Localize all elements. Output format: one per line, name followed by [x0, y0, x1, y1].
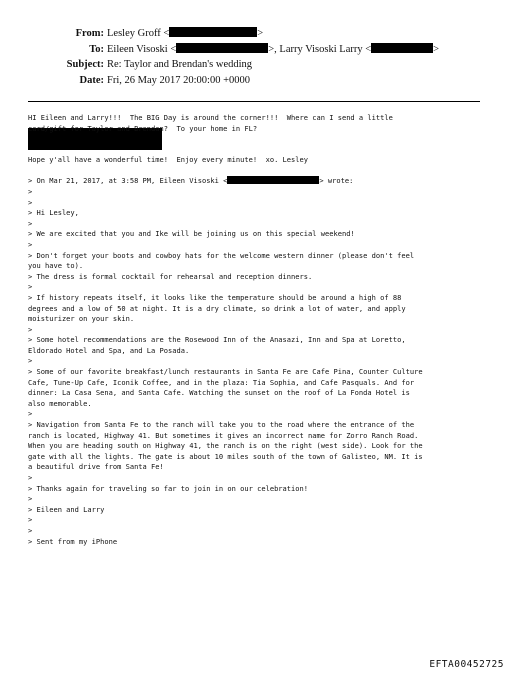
quoted-line: gate with all the lights. The gate is about 10 miles south of the town of Galisteo, NM. It is: [28, 451, 423, 461]
quoted-line: dinner: La Casa Sena, and Santa Cafe. Watching the sunset on the roof of La Fonda Hotel is: [28, 388, 410, 398]
quote-header: [28, 176, 480, 187]
quoted-line: > Navigation from Santa Fe to the ranch will take you to the road where the entrance of the: [28, 420, 415, 430]
quoted-line: > The dress is formal cocktail for rehearsal and reception dinners.: [28, 271, 313, 281]
quoted-message: [28, 187, 480, 547]
quoted-line: >: [28, 525, 33, 535]
to-label: To:: [89, 43, 104, 55]
quoted-line: a beautiful drive from Santa Fe!: [28, 462, 164, 472]
redacted-email-block: [371, 43, 433, 53]
quoted-line: you have to).: [28, 261, 84, 271]
from-row: [0, 26, 512, 42]
redacted-email-block: [227, 176, 319, 184]
quoted-line: >: [28, 494, 33, 504]
quoted-line: Eldorado Hotel and Spa, and La Posada.: [28, 345, 190, 355]
redacted-email-block: [169, 27, 257, 37]
quoted-line: > Hi Lesley,: [28, 208, 79, 218]
date-value: Fri, 26 May 2017 20:00:00 +0000: [107, 74, 251, 86]
closing-line: Hope y'all have a wonderful time! Enjoy every minute! xo. Lesley: [28, 155, 309, 165]
header-divider: [28, 101, 480, 102]
quoted-line: > Sent from my iPhone: [28, 536, 118, 546]
intro-line: HI Eileen and Larry!!! The BIG Day is around the corner!!! Where can I send a little: [28, 113, 393, 122]
quoted-line: >: [28, 239, 33, 249]
quoted-line: >: [28, 197, 33, 207]
quoted-line: >: [28, 473, 33, 482]
quoted-line: > Thanks again for traveling so far to join in on our celebration!: [28, 483, 309, 493]
from-name: Lesley Groff <: [107, 28, 170, 39]
document-id: EFTA00452725: [429, 659, 504, 670]
quoted-line: >: [28, 324, 33, 334]
quoted-line: >: [28, 186, 33, 196]
quoted-line: also memorable.: [28, 398, 92, 408]
quoted-line: > Eileen and Larry: [28, 504, 105, 514]
from-bracket: >: [257, 28, 264, 39]
quoted-line: > We are excited that you and Ike will be joining us on this special weekend!: [28, 229, 355, 239]
to-name-eileen: Eileen Visoski <: [107, 43, 177, 55]
redacted-email-block: [176, 43, 268, 53]
quoted-line: >: [28, 515, 33, 525]
quoted-line: >: [28, 218, 33, 228]
date-label: Date:: [79, 74, 104, 86]
quoted-line: >: [28, 409, 33, 419]
quoted-line: > Don't forget your boots and cowboy hats for the welcome western dinner (please don't feel: [28, 250, 415, 260]
quoted-line: ranch is located, Highway 41. But sometimes it gives an incorrect name for Zorro Ranch Road.: [28, 430, 419, 440]
subject-value: Re: Taylor and Brendan's wedding: [107, 59, 253, 70]
date-row: [0, 73, 512, 89]
quoted-line: >: [28, 282, 33, 292]
to-bracket: >: [433, 43, 440, 55]
to-row: [0, 42, 512, 58]
quoted-line: > Some of our favorite breakfast/lunch restaurants in Santa Fe are Cafe Pina, Counter Culture: [28, 367, 423, 377]
quoted-line: > Some hotel recommendations are the Rosewood Inn of the Anasazi, Inn and Spa at Loretto,: [28, 335, 406, 345]
quoted-line: moisturizer on your skin.: [28, 314, 135, 324]
subject-label: Subject:: [66, 59, 104, 70]
intro-line: card/gift for Taylor and Brendan? To your home in FL?: [28, 123, 258, 133]
quoted-line: >: [28, 356, 33, 366]
quote-header-text: > On Mar 21, 2017, at 3:58 PM, Eileen Visoski <: [28, 176, 228, 186]
quoted-line: degrees and a low of 50 at night. It is a dry climate, so drink a lot of water, and apply: [28, 303, 406, 313]
email-body: [28, 113, 480, 547]
quoted-line: Cafe, Tune-Up Cafe, Iconik Coffee, and in the plaza: Tia Sophia, and Cafe Pasquals. And for: [28, 377, 415, 387]
to-name-larry: >, Larry Visoski Larry <: [268, 43, 372, 55]
quoted-line: When you are heading south on Highway 41, the ranch is on the right (west side). Look for the: [28, 441, 423, 451]
subject-row: [0, 57, 512, 73]
quoted-line: > If history repeats itself, it looks like the temperature should be around a high of 88: [28, 292, 402, 302]
from-label: From:: [75, 28, 104, 39]
email-header: [0, 26, 512, 88]
quote-header-wrote: > wrote:: [319, 176, 354, 186]
